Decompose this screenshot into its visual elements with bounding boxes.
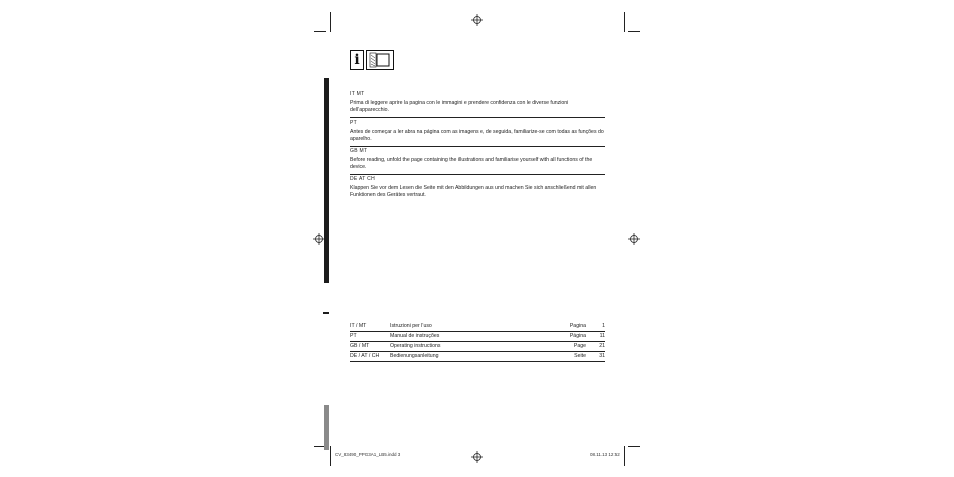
toc-page-label: Page [540,342,586,352]
country-flags: DE AT CH [350,176,375,182]
crop-mark [628,446,640,447]
intro-paragraph: Klappen Sie vor dem Lesen die Seite mit den Abbildungen aus und machen Sie sich anschließend mit allen Funktionen des Gerätes vertraut. [350,185,597,198]
toc-page-number: 21 [586,342,605,352]
crop-mark [330,446,331,466]
table-of-contents [350,322,605,362]
intro-section-pt [350,120,605,143]
toc-page-number: 1 [586,322,605,332]
toc-language: IT / MT [350,322,390,332]
crop-mark [624,446,625,466]
intro-section-de [350,176,605,199]
intro-paragraph: Antes de começar a ler abra na página com as imagens e, de seguida, familiarize-se com todas as funções do aparelho. [350,129,604,142]
table-row[interactable] [350,342,605,352]
country-flags: IT MT [350,91,365,97]
intro-section-gb [350,148,605,171]
toc-title: Manual de instruções [390,332,540,342]
toc-page-number: 11 [586,332,605,342]
toc-language: DE / AT / CH [350,352,390,362]
toc-page-label: Pagina [540,322,586,332]
crop-mark [624,12,625,32]
country-flags: GB MT [350,148,368,154]
side-bar-grey [324,405,329,450]
book-unfold-icon [366,50,394,70]
crop-mark [314,31,326,32]
toc-page-label: Página [540,332,586,342]
table-row[interactable] [350,332,605,342]
toc-title: Operating instructions [390,342,540,352]
intro-section-it [350,91,605,114]
toc-language: PT [350,332,390,342]
table-row[interactable] [350,352,605,362]
intro-paragraph: Before reading, unfold the page containing the illustrations and familiarise yourself with all functions of the device. [350,157,593,170]
side-bar-tick [323,312,329,314]
crop-mark [330,12,331,32]
toc-title: Istruzioni per l’uso [390,322,540,332]
country-flags: PT [350,120,357,126]
divider [350,146,605,147]
toc-language: GB / MT [350,342,390,352]
registration-mark-icon [471,14,483,26]
table-row[interactable] [350,322,605,332]
info-icon: i [350,50,364,70]
intro-paragraph: Prima di leggere aprire la pagina con le immagini e prendere confidenza con le diverse funzioni dell’apparecchio. [350,100,569,113]
crop-mark [628,31,640,32]
footer-file-info: CV_83490_PPG3A1_LB5.indd 3 [335,452,401,457]
divider [350,117,605,118]
toc-page-number: 31 [586,352,605,362]
registration-mark-icon [471,451,483,463]
footer-timestamp: 08.11.13 12:52 [590,452,620,457]
toc-page-label: Seite [540,352,586,362]
toc-title: Bedienungsanleitung [390,352,540,362]
registration-mark-icon [628,233,640,245]
side-bar-dark [324,78,329,283]
divider [350,174,605,175]
